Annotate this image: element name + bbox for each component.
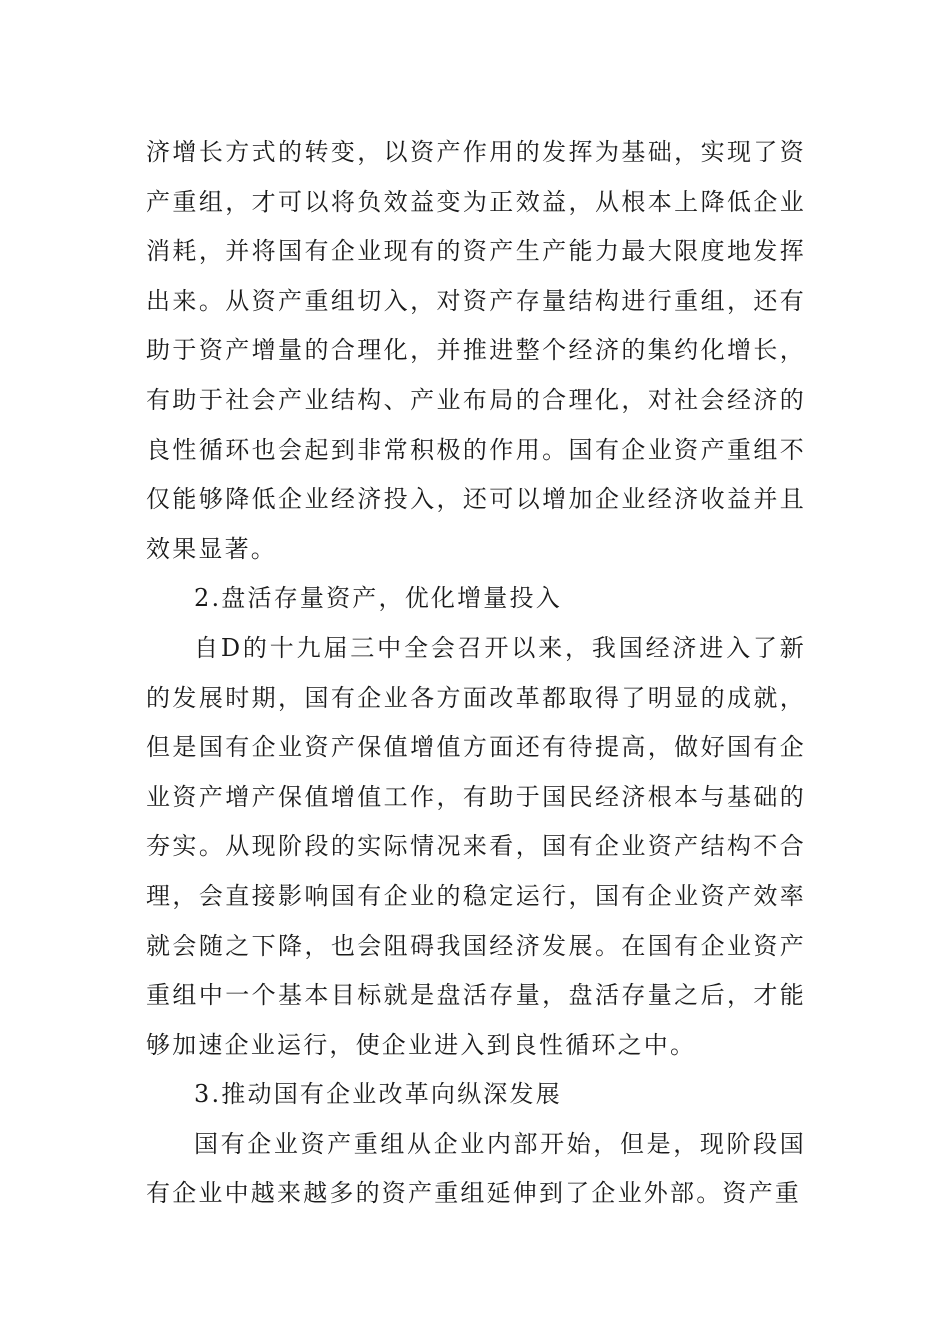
- section-heading-3: 3.推动国有企业改革向纵深发展: [194, 1080, 562, 1109]
- paragraph-continued: 济增长方式的转变，以资产作用的发挥为基础，实现了资产重组，才可以将负效益变为正效益，从根本上降低企业消耗，并将国有企业现有的资产生产能力最大限度地发挥出来。从资产重组切入，对资产存量结构进行重组，还有助于资产增量的合理化，并推进整个经济的集约化增长，有助于社会产业结构、产业布局的合理化，对社会经济的良性循环也会起到非常积极的作用。国有企业资产重组不仅能够降低企业经济投入，还可以增加企业经济收益并且效果显著。: [146, 138, 806, 563]
- document-body: [146, 128, 806, 1219]
- paragraph-section-2: 自D的十九届三中全会召开以来，我国经济进入了新的发展时期，国有企业各方面改革都取得了明显的成就，但是国有企业资产保值增值方面还有待提高，做好国有企业资产增产保值增值工作，有助于国民经济根本与基础的夯实。从现阶段的实际情况来看，国有企业资产结构不合理，会直接影响国有企业的稳定运行，国有企业资产效率就会随之下降，也会阻碍我国经济发展。在国有企业资产重组中一个基本目标就是盘活存量，盘活存量之后，才能够加速企业运行，使企业进入到良性循环之中。: [146, 633, 806, 1059]
- paragraph-section-3: 国有企业资产重组从企业内部开始，但是，现阶段国有企业中越来越多的资产重组延伸到了企业外部。资产重: [146, 1129, 806, 1208]
- section-heading-2: 2.盘活存量资产，优化增量投入: [194, 584, 562, 613]
